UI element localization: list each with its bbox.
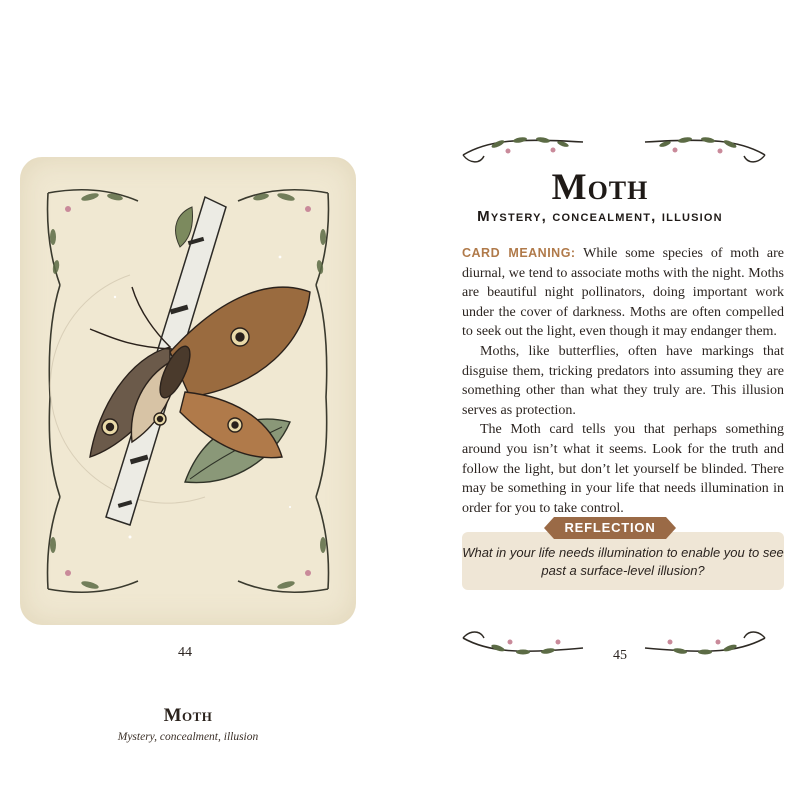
card-frame-ornament [20,157,356,625]
card-meaning-text [462,244,784,518]
page-title: Moth [551,167,649,208]
card-meaning-label: CARD MEANING: [462,246,576,260]
card-subtitle: Mystery, concealment, illusion [117,731,259,743]
page-number-left: 44 [178,645,192,660]
page-number-right: 45 [613,648,627,663]
vine-ornament-bottom-left-icon [458,626,588,662]
right-page [400,0,800,800]
paragraph-2: Moths, like butterflies, often have markings that disguise them, tricking predators into assuming they are something other than what they truly are. This illusion serves as protection. [462,343,784,418]
paragraph-1-text: While some species of moth are diurnal, we tend to associate moths with the night. Moths are beautiful night pollinators, doing important work under the cover of darkness. Moths are often compelled to seek out the light, even though it may endanger them. [462,246,784,340]
vine-ornament-top-left-icon [458,130,588,170]
reflection-question: What in your life needs illumination to enable you to see past a surface-level illusion? [462,545,784,578]
card-title: Moth [163,705,213,726]
paragraph-3: The Moth card tells you that perhaps something around you isn’t what it seems. Look for the truth and follow the light, but don’t let yourself be blinded. There may be something in your life that needs illumination in order for you to take control. [462,422,784,516]
reflection-tag [544,517,676,539]
page-subtitle: Mystery, concealment, illusion [477,208,723,225]
vine-ornament-bottom-right-icon [640,626,770,662]
paragraph-1 [462,244,784,342]
reflection-label: REFLECTION [564,520,656,535]
vine-ornament-top-right-icon [640,130,770,170]
